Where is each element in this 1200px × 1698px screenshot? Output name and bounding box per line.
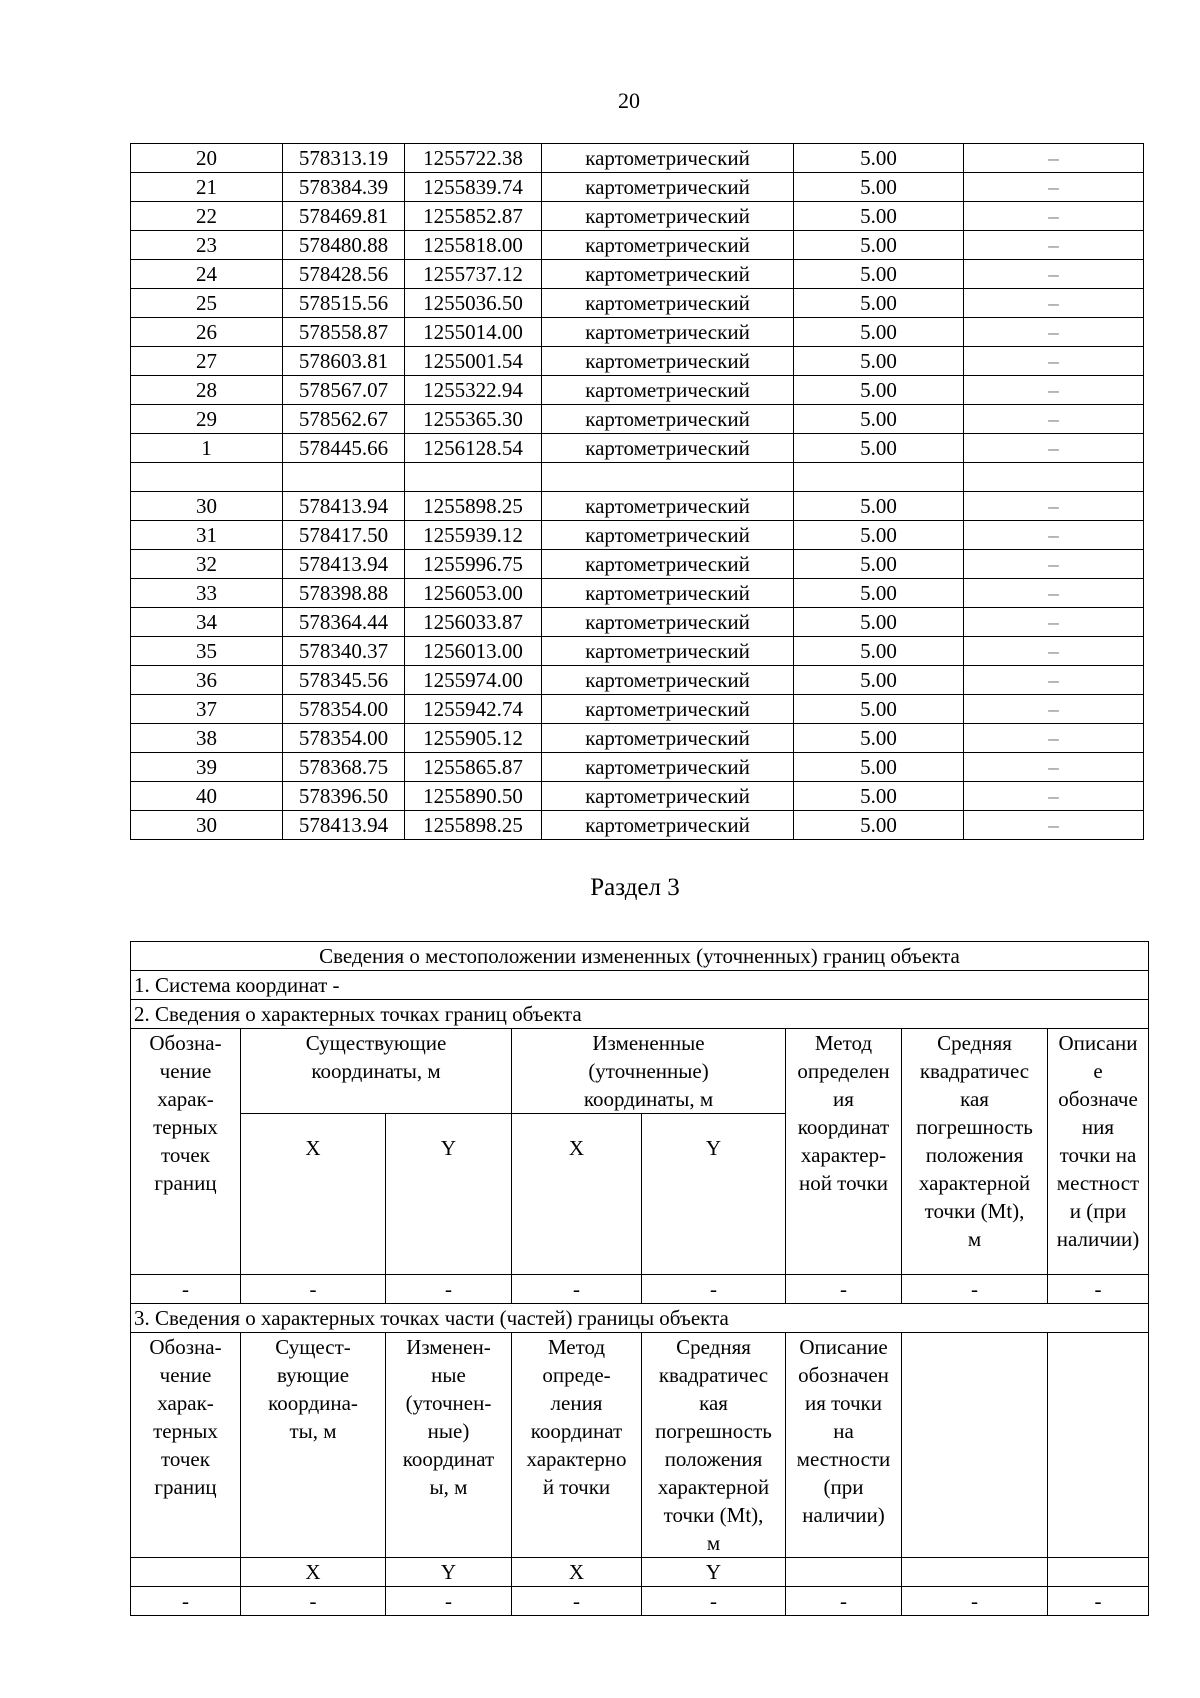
cell-method: картометрический — [542, 434, 794, 463]
section-title: Раздел 3 — [590, 874, 680, 901]
parts-y-label: Y — [386, 1558, 512, 1587]
table-row — [131, 782, 1144, 811]
cell-x: 578417.50 — [283, 521, 405, 550]
cell-n: 1 — [131, 434, 283, 463]
table-row — [131, 231, 1144, 260]
cell-y: 1256013.00 — [405, 637, 542, 666]
table-row — [131, 405, 1144, 434]
parts-header-mean-error: Средняя квадратичес кая погрешность положения характерной точки (Mt), м — [642, 1333, 786, 1558]
table-row — [131, 260, 1144, 289]
cell-n: 20 — [131, 144, 283, 173]
dash-row — [131, 1587, 1149, 1616]
cell-method: картометрический — [542, 521, 794, 550]
cell-x: 578562.67 — [283, 405, 405, 434]
header-changed-coords: Измененные (уточненные) координаты, м — [512, 1029, 786, 1114]
cell-desc: – — [964, 434, 1144, 463]
cell-desc: – — [964, 202, 1144, 231]
table-row — [131, 695, 1144, 724]
table-row — [131, 202, 1144, 231]
cell-mt: 5.00 — [794, 405, 964, 434]
cell-x: 578398.88 — [283, 579, 405, 608]
cell-y: 1255996.75 — [405, 550, 542, 579]
cell-n: 33 — [131, 579, 283, 608]
cell-x: 578567.07 — [283, 376, 405, 405]
dash-cell: - — [786, 1275, 902, 1304]
cell-y: 1255974.00 — [405, 666, 542, 695]
parts-header-description: Описание обозначен ия точки на местности (при наличии) — [786, 1333, 902, 1558]
table-row — [131, 637, 1144, 666]
cell-mt: 5.00 — [794, 202, 964, 231]
page-number: 20 — [618, 88, 640, 113]
header-method: Метод определен ия координат характер- ной точки — [786, 1029, 902, 1275]
cell-desc: – — [964, 347, 1144, 376]
cell-method: картометрический — [542, 753, 794, 782]
dash-cell: - — [902, 1587, 1048, 1616]
cell-desc: – — [964, 753, 1144, 782]
table-row — [131, 173, 1144, 202]
cell-desc: – — [964, 405, 1144, 434]
cell-mt: 5.00 — [794, 434, 964, 463]
table-row — [131, 753, 1144, 782]
cell-mt: 5.00 — [794, 376, 964, 405]
cell-mt: 5.00 — [794, 347, 964, 376]
header-changed-y: Y — [642, 1114, 786, 1275]
cell-x: 578515.56 — [283, 289, 405, 318]
changes-table-title: Сведения о местоположении измененных (уточненных) границ объекта — [131, 942, 1149, 971]
cell-mt — [794, 463, 964, 492]
table-row — [131, 666, 1144, 695]
cell-method: картометрический — [542, 289, 794, 318]
cell-method: картометрический — [542, 318, 794, 347]
boundary-changes-table — [130, 941, 1149, 1616]
parts-header-empty — [902, 1333, 1048, 1558]
cell-y: 1255865.87 — [405, 753, 542, 782]
cell-method: картометрический — [542, 144, 794, 173]
coord-system-row: 1. Система координат - — [131, 971, 1149, 1000]
cell-method: картометрический — [542, 637, 794, 666]
header-existing-y: Y — [386, 1114, 512, 1275]
cell-y: 1255365.30 — [405, 405, 542, 434]
cell-method: картометрический — [542, 231, 794, 260]
cell-mt: 5.00 — [794, 231, 964, 260]
header-changed-x: X — [512, 1114, 642, 1275]
cell-n — [131, 463, 283, 492]
cell-x: 578603.81 — [283, 347, 405, 376]
parts-xy-empty — [131, 1558, 241, 1587]
cell-mt: 5.00 — [794, 724, 964, 753]
header-existing-coords: Существующие координаты, м — [241, 1029, 512, 1114]
cell-y: 1255942.74 — [405, 695, 542, 724]
cell-x: 578558.87 — [283, 318, 405, 347]
cell-y: 1255737.12 — [405, 260, 542, 289]
cell-n: 30 — [131, 811, 283, 840]
cell-desc: – — [964, 550, 1144, 579]
cell-mt: 5.00 — [794, 666, 964, 695]
cell-method: картометрический — [542, 608, 794, 637]
cell-y — [405, 463, 542, 492]
cell-n: 32 — [131, 550, 283, 579]
dash-cell: - — [241, 1587, 386, 1616]
cell-desc: – — [964, 260, 1144, 289]
dash-cell: - — [131, 1587, 241, 1616]
cell-method: картометрический — [542, 492, 794, 521]
cell-y: 1255818.00 — [405, 231, 542, 260]
cell-x: 578313.19 — [283, 144, 405, 173]
cell-mt: 5.00 — [794, 695, 964, 724]
cell-y: 1255905.12 — [405, 724, 542, 753]
table-row — [131, 579, 1144, 608]
cell-y: 1255722.38 — [405, 144, 542, 173]
dash-cell: - — [786, 1587, 902, 1616]
cell-mt: 5.00 — [794, 782, 964, 811]
dash-row — [131, 1275, 1149, 1304]
cell-x: 578354.00 — [283, 724, 405, 753]
table-row — [131, 521, 1144, 550]
parts-x-label: X — [241, 1558, 386, 1587]
cell-x: 578469.81 — [283, 202, 405, 231]
table-row — [131, 463, 1144, 492]
cell-x — [283, 463, 405, 492]
cell-x: 578480.88 — [283, 231, 405, 260]
table-row — [131, 318, 1144, 347]
parts-xy-empty — [786, 1558, 902, 1587]
cell-desc: – — [964, 608, 1144, 637]
cell-n: 29 — [131, 405, 283, 434]
cell-x: 578384.39 — [283, 173, 405, 202]
cell-y: 1255001.54 — [405, 347, 542, 376]
cell-n: 37 — [131, 695, 283, 724]
coordinates-table — [130, 143, 1144, 840]
cell-x: 578413.94 — [283, 550, 405, 579]
cell-x: 578345.56 — [283, 666, 405, 695]
cell-n: 25 — [131, 289, 283, 318]
cell-desc: – — [964, 144, 1144, 173]
cell-mt: 5.00 — [794, 579, 964, 608]
cell-y: 1255014.00 — [405, 318, 542, 347]
header-mean-error: Средняя квадратичес кая погрешность положения характерной точки (Mt), м — [902, 1029, 1048, 1275]
parts-header-changed: Изменен- ные (уточнен- ные) координат ы, м — [386, 1333, 512, 1558]
header-existing-x: X — [241, 1114, 386, 1275]
dash-cell: - — [512, 1275, 642, 1304]
cell-n: 23 — [131, 231, 283, 260]
cell-desc: – — [964, 521, 1144, 550]
cell-desc — [964, 463, 1144, 492]
cell-n: 40 — [131, 782, 283, 811]
cell-desc: – — [964, 376, 1144, 405]
cell-x: 578368.75 — [283, 753, 405, 782]
cell-n: 21 — [131, 173, 283, 202]
table-row — [131, 347, 1144, 376]
cell-n: 34 — [131, 608, 283, 637]
header-designation: Обозна- чение харак- терных точек границ — [131, 1029, 241, 1275]
dash-cell: - — [386, 1587, 512, 1616]
table-row — [131, 724, 1144, 753]
cell-mt: 5.00 — [794, 318, 964, 347]
cell-method: картометрический — [542, 347, 794, 376]
table-row — [131, 492, 1144, 521]
cell-desc: – — [964, 492, 1144, 521]
parts-header-method: Метод опреде- ления координат характерно й точки — [512, 1333, 642, 1558]
dash-cell: - — [642, 1275, 786, 1304]
dash-cell: - — [131, 1275, 241, 1304]
cell-x: 578413.94 — [283, 811, 405, 840]
cell-x: 578340.37 — [283, 637, 405, 666]
cell-y: 1255322.94 — [405, 376, 542, 405]
table-row — [131, 608, 1144, 637]
parts-header-existing: Сущест- вующие координа- ты, м — [241, 1333, 386, 1558]
cell-x: 578445.66 — [283, 434, 405, 463]
table-row — [131, 550, 1144, 579]
cell-method: картометрический — [542, 724, 794, 753]
table-row — [131, 144, 1144, 173]
cell-x: 578364.44 — [283, 608, 405, 637]
dash-cell: - — [902, 1275, 1048, 1304]
table-row — [131, 811, 1144, 840]
cell-n: 22 — [131, 202, 283, 231]
dash-cell: - — [241, 1275, 386, 1304]
cell-n: 35 — [131, 637, 283, 666]
cell-n: 27 — [131, 347, 283, 376]
cell-desc: – — [964, 666, 1144, 695]
cell-n: 39 — [131, 753, 283, 782]
cell-desc: – — [964, 695, 1144, 724]
cell-x: 578413.94 — [283, 492, 405, 521]
cell-mt: 5.00 — [794, 260, 964, 289]
cell-desc: – — [964, 318, 1144, 347]
cell-method: картометрический — [542, 376, 794, 405]
cell-method: картометрический — [542, 202, 794, 231]
cell-x: 578354.00 — [283, 695, 405, 724]
parts-header-designation: Обозна- чение харак- терных точек границ — [131, 1333, 241, 1558]
cell-y: 1255939.12 — [405, 521, 542, 550]
parts-y-label: Y — [642, 1558, 786, 1587]
cell-y: 1255890.50 — [405, 782, 542, 811]
cell-desc: – — [964, 724, 1144, 753]
cell-method: картометрический — [542, 405, 794, 434]
dash-cell: - — [512, 1587, 642, 1616]
cell-mt: 5.00 — [794, 173, 964, 202]
cell-x: 578428.56 — [283, 260, 405, 289]
parts-header-empty — [1048, 1333, 1149, 1558]
dash-cell: - — [642, 1587, 786, 1616]
cell-method: картометрический — [542, 260, 794, 289]
table-row — [131, 376, 1144, 405]
cell-desc: – — [964, 231, 1144, 260]
points-heading: 2. Сведения о характерных точках границ объекта — [131, 1000, 1149, 1029]
cell-y: 1255898.25 — [405, 811, 542, 840]
cell-mt: 5.00 — [794, 492, 964, 521]
cell-mt: 5.00 — [794, 550, 964, 579]
dash-cell: - — [1048, 1275, 1149, 1304]
parts-xy-empty — [1048, 1558, 1149, 1587]
cell-n: 38 — [131, 724, 283, 753]
cell-mt: 5.00 — [794, 608, 964, 637]
cell-mt: 5.00 — [794, 753, 964, 782]
cell-n: 28 — [131, 376, 283, 405]
table-row — [131, 434, 1144, 463]
cell-mt: 5.00 — [794, 289, 964, 318]
cell-n: 36 — [131, 666, 283, 695]
cell-method: картометрический — [542, 811, 794, 840]
cell-mt: 5.00 — [794, 144, 964, 173]
cell-y: 1255839.74 — [405, 173, 542, 202]
cell-method: картометрический — [542, 550, 794, 579]
cell-y: 1256128.54 — [405, 434, 542, 463]
cell-desc: – — [964, 811, 1144, 840]
cell-desc: – — [964, 782, 1144, 811]
table-row — [131, 289, 1144, 318]
header-description: Описани е обозначе ния точки на местност и (при наличии) — [1048, 1029, 1149, 1275]
dash-cell: - — [1048, 1587, 1149, 1616]
cell-n: 24 — [131, 260, 283, 289]
cell-n: 30 — [131, 492, 283, 521]
cell-method: картометрический — [542, 666, 794, 695]
parts-x-label: X — [512, 1558, 642, 1587]
cell-mt: 5.00 — [794, 811, 964, 840]
cell-method: картометрический — [542, 695, 794, 724]
cell-desc: – — [964, 289, 1144, 318]
parts-heading: 3. Сведения о характерных точках части (частей) границы объекта — [131, 1304, 1149, 1333]
cell-mt: 5.00 — [794, 637, 964, 666]
cell-x: 578396.50 — [283, 782, 405, 811]
cell-n: 31 — [131, 521, 283, 550]
parts-xy-empty — [902, 1558, 1048, 1587]
cell-method: картометрический — [542, 173, 794, 202]
dash-cell: - — [386, 1275, 512, 1304]
cell-y: 1255898.25 — [405, 492, 542, 521]
cell-desc: – — [964, 173, 1144, 202]
cell-desc: – — [964, 637, 1144, 666]
cell-method: картометрический — [542, 579, 794, 608]
cell-n: 26 — [131, 318, 283, 347]
cell-desc: – — [964, 579, 1144, 608]
cell-method — [542, 463, 794, 492]
cell-y: 1256053.00 — [405, 579, 542, 608]
cell-mt: 5.00 — [794, 521, 964, 550]
cell-method: картометрический — [542, 782, 794, 811]
cell-y: 1255036.50 — [405, 289, 542, 318]
cell-y: 1256033.87 — [405, 608, 542, 637]
cell-y: 1255852.87 — [405, 202, 542, 231]
